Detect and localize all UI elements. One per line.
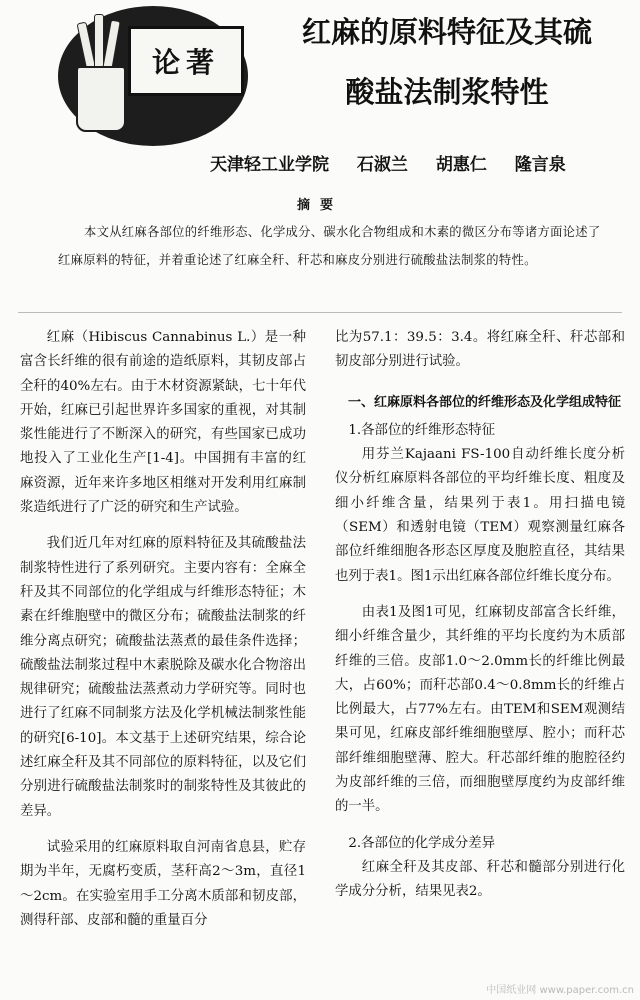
section-divider <box>18 312 622 313</box>
affiliation: 天津轻工业学院 <box>210 155 329 175</box>
body-paragraph: 比为57.1：39.5：3.4。将红麻全秆、秆芯部和韧皮部分别进行试验。 <box>335 330 625 370</box>
article-title-line2: 酸盐法制浆特性 <box>345 75 549 109</box>
article-title-line1: 红麻的原料特征及其硫 <box>301 15 592 49</box>
right-column <box>335 326 625 905</box>
abstract-heading: 摘要 <box>296 198 343 213</box>
author-name: 石淑兰 <box>356 155 408 175</box>
left-column <box>20 326 306 933</box>
author-name: 胡惠仁 <box>435 155 487 175</box>
column-emblem <box>18 4 258 154</box>
watermark: 中国纸业网 www.paper.com.cn <box>486 985 634 996</box>
body-paragraph: 试验采用的红麻原料取自河南省息县，贮存期为半年，无腐朽变质，茎秆高2～3m，直径1～2cm。在实验室用手工分离木质部和韧皮部，测得秆部、皮部和髓的重量百分 <box>20 839 306 928</box>
author-line <box>210 150 630 175</box>
abstract-text: 本文从红麻各部位的纤维形态、化学成分、碳水化合物组成和木素的微区分布等诸方面论述了红麻原料的特征，并着重论述了红麻全秆、秆芯和麻皮分别进行硫酸盐法制浆的特性。 <box>58 225 601 267</box>
body-paragraph: 红麻（Hibiscus Cannabinus L.）是一种富含长纤维的很有前途的造纸原料，其韧皮部占全秆的40%左右。由于木材资源紧缺，七十年代开始，红麻已引起世界许多国家的重视，对其制浆性能进行了不断深入的研究，有些国家已成功地投入了工业化生产[1-4]。中国拥有丰富的红麻资源，近年来许多地区相继对开发利用红麻制浆造纸进行了广泛的研究和生产试验。 <box>20 330 306 516</box>
body-paragraph: 由表1及图1可见，红麻韧皮部富含长纤维，细小纤维含量少，其纤维的平均长度约为木质部纤维的三倍。皮部1.0～2.0mm长的纤维比例最大，占60%；而秆芯部0.4～0.8mm长的纤维占比例最大，占77%左右。由TEM和SEM观测结果可见，红麻皮部纤维细胞壁厚、腔小；而秆芯部纤维细胞壁薄、腔大。秆芯部纤维的胞腔径约为皮部纤维的三倍，而细胞壁厚度约为皮部纤维的一半。 <box>335 604 625 815</box>
section-badge: 论著 <box>128 26 244 96</box>
section-heading: 一、红麻原料各部位的纤维形态及化学组成特征 <box>348 394 622 410</box>
brush-pot-icon <box>76 66 126 132</box>
subsection-heading: 1.各部位的纤维形态特征 <box>348 422 496 438</box>
author-name: 隆言泉 <box>514 155 566 175</box>
body-paragraph: 红麻全秆及其皮部、秆芯和髓部分别进行化学成分分析，结果见表2。 <box>335 859 625 900</box>
body-paragraph: 用芬兰Kajaani FS-100自动纤维长度分析仪分析红麻原料各部位的平均纤维长度、粗度及细小纤维含量，结果列于表1。用扫描电镜（SEM）和透射电镜（TEM）观察测量红麻各部位纤维细胞各形态区厚度及胞腔直径，其结果也列于表1。图1示出红麻各部位纤维长度分布。 <box>335 447 625 584</box>
body-paragraph: 我们近几年对红麻的原料特征及其硫酸盐法制浆特性进行了系列研究。主要内容有：全麻全秆及其不同部位的化学组成与纤维形态特征；木素在纤维胞壁中的微区分布；硫酸盐法制浆的纤维分离点研究；硫酸盐法蒸煮的最佳条件选择；硫酸盐法制浆过程中木素脱除及碳水化合物溶出规律研究；硫酸盐法蒸煮动力学研究等。同时也进行了红麻不同制浆方法及化学机械法制浆性能的研究[6-10]。本文基于上述研究结果，综合论述红麻全秆及其不同部位的原料特征，以及它们分别进行硫酸盐法制浆时的制浆特性及其彼此的差异。 <box>20 536 306 819</box>
subsection-heading: 2.各部位的化学成分差异 <box>348 835 496 851</box>
